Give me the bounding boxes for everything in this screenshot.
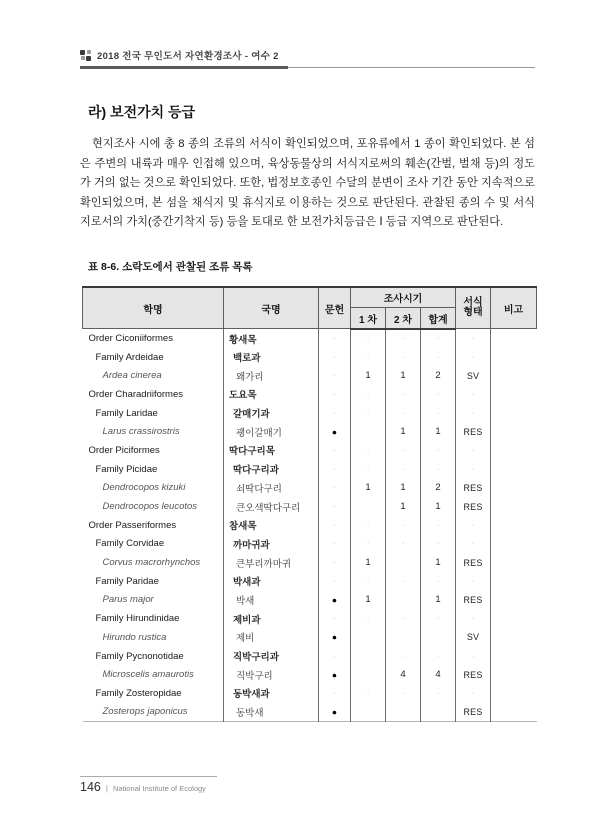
- table-row-family: [83, 404, 537, 423]
- header-rule: [80, 66, 536, 69]
- cell-korean-name: 직박구리과: [224, 647, 319, 666]
- cell-scientific-name: Ardea cinerea: [102, 370, 162, 382]
- cell-survey-1: ·: [351, 609, 386, 628]
- table-row-family: [83, 460, 537, 479]
- cell-korean-name: 백로과: [224, 348, 319, 367]
- page-footer: [80, 776, 217, 794]
- table-row-family: [83, 684, 537, 703]
- cell-note: [491, 591, 537, 610]
- cell-korean-name: 황새목: [224, 329, 319, 348]
- cell-survey-total: ·: [421, 684, 456, 703]
- cell-habitat-type: RES: [456, 422, 491, 441]
- table-row-order: [83, 329, 537, 348]
- col-header-scientific-name: 학명: [83, 287, 224, 329]
- cell-survey-2: ·: [386, 404, 421, 423]
- cell-literature: ●: [319, 703, 351, 722]
- cell-scientific-name: Family Ardeidae: [95, 351, 164, 363]
- cell-scientific-name: Family Paridae: [95, 575, 159, 587]
- cell-note: [491, 628, 537, 647]
- table-row-family: [83, 535, 537, 554]
- col-header-survey-2: 2 차: [386, 308, 421, 329]
- cell-survey-1: ·: [351, 329, 386, 348]
- cell-note: [491, 478, 537, 497]
- cell-survey-1: ·: [351, 572, 386, 591]
- cell-survey-2: ·: [386, 684, 421, 703]
- cell-habitat-type: ·: [456, 385, 491, 404]
- cell-survey-1: [351, 665, 386, 684]
- col-header-survey-period: 조사시기: [351, 287, 456, 308]
- table-row-species: [83, 366, 537, 385]
- cell-habitat-type: ·: [456, 441, 491, 460]
- cell-survey-1: [351, 497, 386, 516]
- cell-survey-2: ·: [386, 535, 421, 554]
- footer-separator: |: [105, 784, 108, 793]
- bird-species-table: [82, 286, 537, 722]
- cell-survey-1: 1: [351, 478, 386, 497]
- cell-habitat-type: SV: [456, 366, 491, 385]
- cell-note: [491, 665, 537, 684]
- table-row-species: [83, 665, 537, 684]
- cell-habitat-type: ·: [456, 609, 491, 628]
- cell-survey-2: [386, 703, 421, 722]
- cell-survey-total: ·: [421, 348, 456, 367]
- cell-note: [491, 535, 537, 554]
- cell-survey-total: 2: [421, 478, 456, 497]
- col-header-habitat-type: [456, 287, 491, 329]
- cell-habitat-type: ·: [456, 329, 491, 348]
- cell-literature: ·: [319, 516, 351, 535]
- cell-korean-name: 제비과: [224, 609, 319, 628]
- cell-literature: ·: [319, 385, 351, 404]
- cell-survey-total: ·: [421, 441, 456, 460]
- cell-literature: ·: [319, 441, 351, 460]
- table-row-species: [83, 478, 537, 497]
- col-header-literature: 문헌: [319, 287, 351, 329]
- cell-habitat-type: RES: [456, 703, 491, 722]
- header-rule-dark: [80, 66, 288, 69]
- cell-survey-total: ·: [421, 647, 456, 666]
- cell-korean-name: 왜가리: [224, 366, 319, 385]
- table-row-species: [83, 703, 537, 722]
- cell-literature: ●: [319, 665, 351, 684]
- table-header: [83, 287, 537, 329]
- cell-survey-total: ·: [421, 385, 456, 404]
- cell-survey-1: 1: [351, 553, 386, 572]
- cell-survey-2: [386, 628, 421, 647]
- cell-literature: ●: [319, 591, 351, 610]
- cell-note: [491, 684, 537, 703]
- cell-habitat-type: ·: [456, 647, 491, 666]
- cell-literature: ·: [319, 497, 351, 516]
- table-row-order: [83, 385, 537, 404]
- cell-survey-total: 1: [421, 422, 456, 441]
- cell-survey-2: [386, 553, 421, 572]
- cell-survey-total: ·: [421, 329, 456, 348]
- table-row-species: [83, 628, 537, 647]
- cell-scientific-name: Order Piciformes: [88, 444, 160, 456]
- cell-scientific-name: Family Hirundinidae: [95, 613, 180, 625]
- table-row-species: [83, 591, 537, 610]
- cell-survey-1: ·: [351, 684, 386, 703]
- col-header-note: 비고: [491, 287, 537, 329]
- cell-korean-name: 괭이갈매기: [224, 422, 319, 441]
- dots-icon: [80, 50, 91, 61]
- cell-habitat-type: RES: [456, 553, 491, 572]
- cell-survey-2: 1: [386, 497, 421, 516]
- cell-korean-name: 제비: [224, 628, 319, 647]
- cell-korean-name: 큰오색딱다구리: [224, 497, 319, 516]
- table-row-family: [83, 647, 537, 666]
- cell-korean-name: 딱다구리목: [224, 441, 319, 460]
- cell-literature: ·: [319, 609, 351, 628]
- cell-literature: ·: [319, 366, 351, 385]
- cell-note: [491, 703, 537, 722]
- cell-survey-1: ·: [351, 516, 386, 535]
- table-caption: 표 8-6. 소락도에서 관찰된 조류 목록: [88, 260, 253, 273]
- cell-survey-1: [351, 703, 386, 722]
- cell-scientific-name: Corvus macrorhynchos: [102, 557, 201, 569]
- cell-habitat-type: ·: [456, 572, 491, 591]
- table-body: [83, 329, 537, 721]
- cell-korean-name: 동박새과: [224, 684, 319, 703]
- section-heading: 라) 보전가치 등급: [88, 104, 196, 120]
- cell-korean-name: 박새과: [224, 572, 319, 591]
- table-row-family: [83, 572, 537, 591]
- cell-literature: ·: [319, 348, 351, 367]
- cell-survey-total: ·: [421, 460, 456, 479]
- cell-survey-total: 2: [421, 366, 456, 385]
- cell-note: [491, 385, 537, 404]
- cell-korean-name: 동박새: [224, 703, 319, 722]
- cell-scientific-name: Larus crassirostris: [102, 426, 180, 438]
- footer-organization: National Institute of Ecology: [112, 784, 206, 793]
- cell-korean-name: 박새: [224, 591, 319, 610]
- cell-korean-name: 큰부리까마귀: [224, 553, 319, 572]
- cell-survey-1: 1: [351, 366, 386, 385]
- cell-note: [491, 404, 537, 423]
- table-row-order: [83, 516, 537, 535]
- table-row-family: [83, 609, 537, 628]
- cell-survey-2: 4: [386, 665, 421, 684]
- cell-survey-total: 1: [421, 591, 456, 610]
- cell-literature: ·: [319, 404, 351, 423]
- cell-habitat-type: ·: [456, 460, 491, 479]
- cell-note: [491, 516, 537, 535]
- cell-habitat-type: RES: [456, 665, 491, 684]
- cell-note: [491, 441, 537, 460]
- cell-scientific-name: Dendrocopos leucotos: [102, 501, 198, 512]
- cell-survey-1: 1: [351, 591, 386, 610]
- cell-note: [491, 460, 537, 479]
- cell-habitat-type: ·: [456, 516, 491, 535]
- cell-scientific-name: Parus major: [102, 594, 154, 606]
- cell-korean-name: 갈매기과: [224, 404, 319, 423]
- cell-korean-name: 쇠딱다구리: [224, 478, 319, 497]
- header-rule-light: [288, 67, 535, 69]
- cell-habitat-type: ·: [456, 348, 491, 367]
- cell-habitat-type: RES: [456, 591, 491, 610]
- cell-survey-2: ·: [386, 441, 421, 460]
- cell-note: [491, 497, 537, 516]
- cell-survey-total: ·: [421, 609, 456, 628]
- cell-scientific-name: Family Laridae: [95, 407, 158, 419]
- cell-literature: ·: [319, 460, 351, 479]
- cell-scientific-name: Family Corvidae: [95, 538, 165, 550]
- cell-korean-name: 도요목: [224, 385, 319, 404]
- cell-survey-2: ·: [386, 609, 421, 628]
- page-number: 146: [80, 780, 101, 794]
- cell-survey-2: ·: [386, 348, 421, 367]
- cell-literature: ·: [319, 329, 351, 348]
- cell-korean-name: 까마귀과: [224, 535, 319, 554]
- cell-scientific-name: Family Zosteropidae: [95, 687, 182, 699]
- cell-korean-name: 직박구리: [224, 665, 319, 684]
- cell-survey-total: [421, 703, 456, 722]
- cell-survey-total: 1: [421, 553, 456, 572]
- col-header-survey-1: 1 차: [351, 308, 386, 329]
- cell-literature: ●: [319, 628, 351, 647]
- cell-survey-2: ·: [386, 385, 421, 404]
- cell-survey-1: ·: [351, 647, 386, 666]
- running-header-title: 2018 전국 무인도서 자연환경조사 - 여수 2: [97, 51, 279, 62]
- table-row-species: [83, 422, 537, 441]
- cell-literature: ·: [319, 572, 351, 591]
- cell-literature: ·: [319, 647, 351, 666]
- cell-literature: ·: [319, 478, 351, 497]
- cell-survey-2: ·: [386, 572, 421, 591]
- cell-survey-total: ·: [421, 404, 456, 423]
- cell-habitat-type: ·: [456, 535, 491, 554]
- cell-survey-2: 1: [386, 478, 421, 497]
- cell-scientific-name: Order Ciconiiformes: [88, 333, 173, 345]
- table-row-order: [83, 441, 537, 460]
- cell-habitat-type: RES: [456, 478, 491, 497]
- cell-survey-1: ·: [351, 385, 386, 404]
- cell-scientific-name: Family Pycnonotidae: [95, 650, 184, 662]
- cell-survey-2: ·: [386, 647, 421, 666]
- cell-literature: ·: [319, 535, 351, 554]
- footer-rule: [80, 776, 217, 777]
- table-row-family: [83, 348, 537, 367]
- col-header-korean-name: 국명: [224, 287, 319, 329]
- cell-survey-1: [351, 422, 386, 441]
- cell-survey-1: ·: [351, 535, 386, 554]
- cell-note: [491, 609, 537, 628]
- cell-habitat-type: ·: [456, 404, 491, 423]
- cell-survey-2: ·: [386, 460, 421, 479]
- cell-survey-2: [386, 591, 421, 610]
- cell-literature: ●: [319, 422, 351, 441]
- cell-survey-1: [351, 628, 386, 647]
- cell-note: [491, 553, 537, 572]
- cell-literature: ·: [319, 553, 351, 572]
- cell-survey-total: ·: [421, 535, 456, 554]
- cell-habitat-type: SV: [456, 628, 491, 647]
- cell-note: [491, 366, 537, 385]
- cell-survey-total: 1: [421, 497, 456, 516]
- cell-survey-1: ·: [351, 441, 386, 460]
- cell-habitat-type: ·: [456, 684, 491, 703]
- table-row-species: [83, 553, 537, 572]
- cell-survey-1: ·: [351, 460, 386, 479]
- table-row-species: [83, 497, 537, 516]
- cell-korean-name: 참새목: [224, 516, 319, 535]
- cell-note: [491, 572, 537, 591]
- cell-note: [491, 329, 537, 348]
- cell-survey-total: ·: [421, 516, 456, 535]
- cell-scientific-name: Order Charadriiformes: [88, 388, 183, 400]
- habitat-type-line1: 서식: [463, 296, 483, 308]
- cell-survey-total: ·: [421, 572, 456, 591]
- cell-survey-1: ·: [351, 404, 386, 423]
- cell-scientific-name: Family Picidae: [95, 463, 158, 475]
- cell-habitat-type: RES: [456, 497, 491, 516]
- cell-survey-2: 1: [386, 422, 421, 441]
- cell-scientific-name: Zosterops japonicus: [102, 706, 188, 718]
- cell-survey-2: ·: [386, 329, 421, 348]
- cell-note: [491, 647, 537, 666]
- cell-survey-1: ·: [351, 348, 386, 367]
- cell-scientific-name: Microscelis amaurotis: [102, 669, 194, 681]
- running-header: [80, 48, 536, 62]
- cell-survey-2: 1: [386, 366, 421, 385]
- cell-korean-name: 딱다구리과: [224, 460, 319, 479]
- body-paragraph: 현지조사 시에 총 8 종의 조류의 서식이 확인되었으며, 포유류에서 1 종이 확인되었다. 본 섬은 주변의 내륙과 매우 인접해 있으며, 육상동물상의 서식지로써의 훼손(간벌, 벌채 등)의 정도가 거의 없는 것으로 확인되었다. 또한, 법정보호종인 수달의 분변이 조사 기간 동안 지속적으로 확인되었으며, 본 섬을 채식지 및 휴식지로 이용하는 것으로 판단된다. 관찰된 종의 수 및 서식지로서의 가치(중간기착지 등) 등을 토대로 한 보전가치등급은 Ⅰ 등급 지역으로 판단된다.: [80, 138, 535, 229]
- col-header-survey-total: 합계: [421, 308, 456, 329]
- cell-scientific-name: Order Passeriformes: [88, 519, 177, 531]
- cell-note: [491, 422, 537, 441]
- cell-survey-total: [421, 628, 456, 647]
- cell-survey-total: 4: [421, 665, 456, 684]
- cell-literature: ·: [319, 684, 351, 703]
- cell-note: [491, 348, 537, 367]
- cell-scientific-name: Hirundo rustica: [102, 631, 167, 643]
- cell-survey-2: ·: [386, 516, 421, 535]
- habitat-type-line2: 형태: [463, 307, 483, 319]
- cell-scientific-name: Dendrocopos kizuki: [102, 482, 186, 494]
